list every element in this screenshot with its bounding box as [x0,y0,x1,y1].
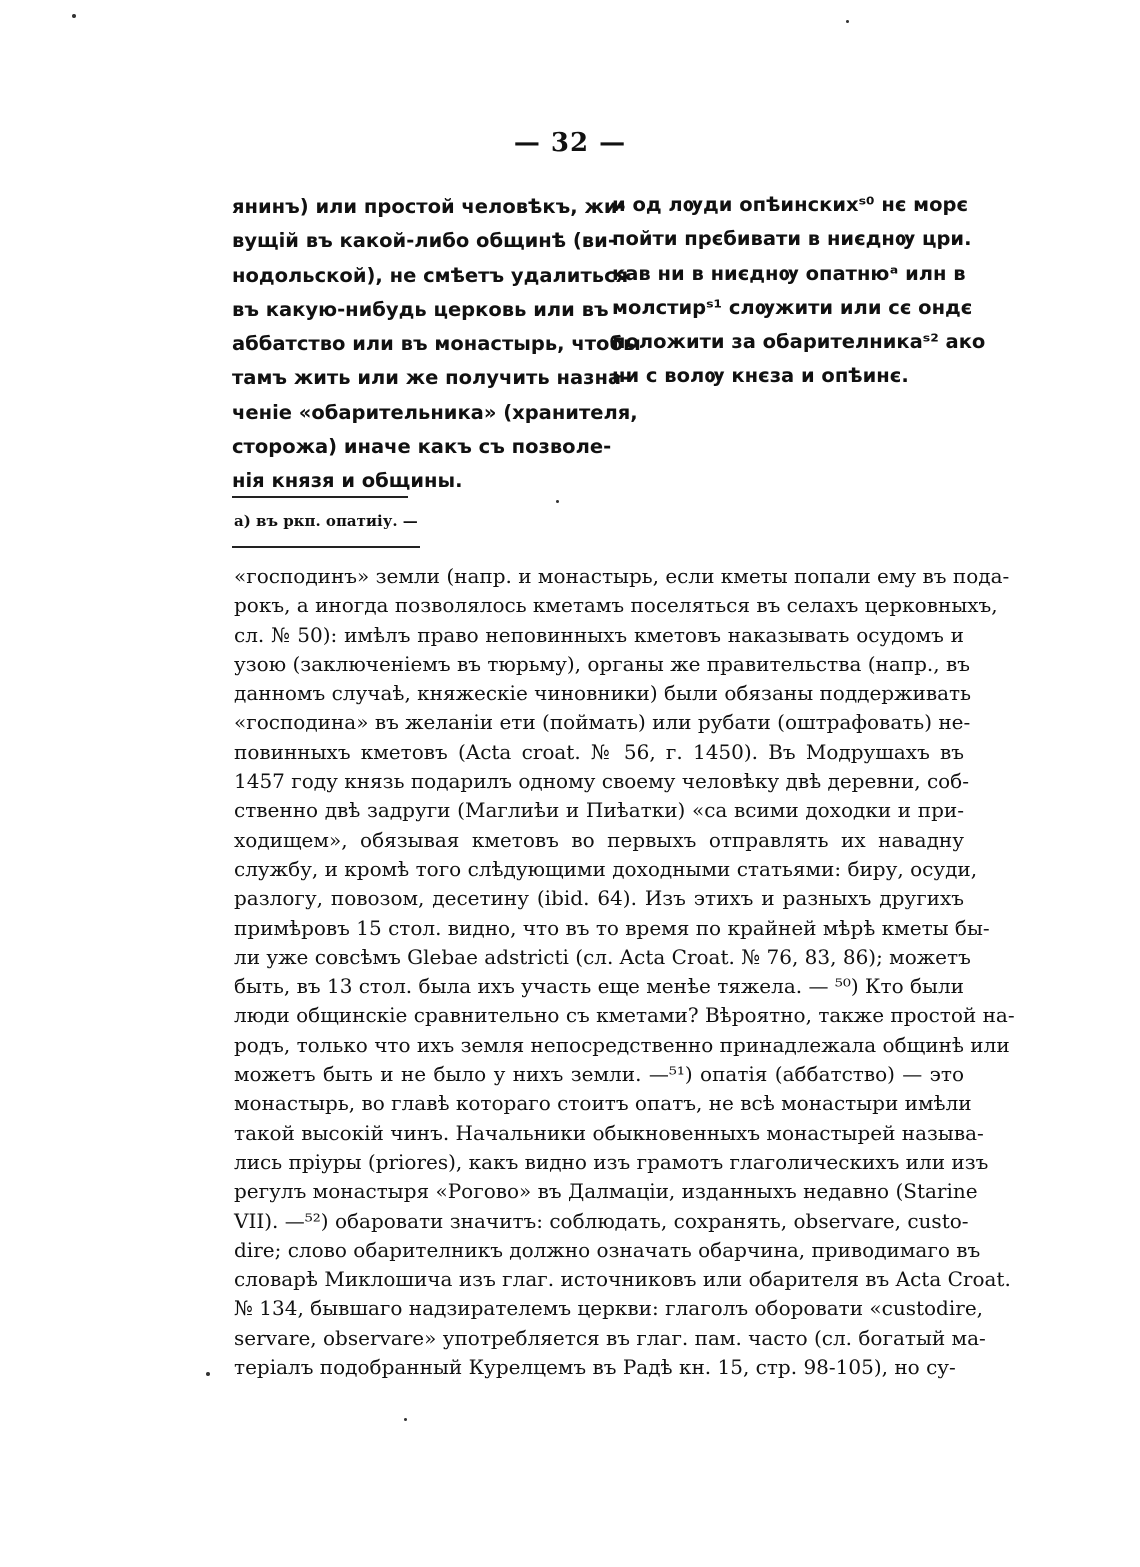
right-line: молстирˢ¹ слѹжити или сє ондє [612,295,973,319]
left-line: янинъ) или простой человѣкъ, жи- [232,195,626,218]
scan-speck [556,500,559,503]
footnote-line: родъ, только что ихъ земля непосредственно принадлежала общинѣ или [234,1032,1010,1057]
footnotes [234,562,1015,1382]
footnote-line: разлогу, повозом, десетину (ibid. 64). Изъ этихъ и разныхъ другихъ [234,886,964,911]
footnote-line: быть, въ 13 стол. была ихъ участь еще менѣе тяжела. — ⁵⁰) Кто были [234,974,964,999]
page-number: — 32 — [513,128,627,158]
footnote-line: VII). —⁵²) обаровати значитъ: соблюдать, сохранять, observare, custo- [234,1208,969,1233]
left-line: нія князя и общины. [232,469,463,493]
footnote-line: можетъ быть и не было у нихъ земли. —⁵¹) опатія (аббатство) — это [234,1062,964,1087]
footnote-line: повинныхъ кметовъ (Acta croat. № 56, г. 1450). Въ Модрушахъ въ [234,739,964,764]
footnote-line: сл. № 50): имѣлъ право неповинныхъ кметовъ наказывать осудомъ и [234,622,964,647]
left-line: вущій въ какой-либо общинѣ (ви- [232,229,616,253]
footnote-line: узою (заключеніемъ въ тюрьму), органы же правительства (напр., въ [234,651,970,676]
footnote-line: теріалъ подобранный Курелцемъ въ Радѣ кн. 15, стр. 98-105), но су- [234,1355,956,1380]
footnote-line: рокъ, а иногда позволялось кметамъ поселяться въ селахъ церковныхъ, [234,593,998,618]
footnote-line: словарѣ Миклошича изъ глаг. источниковъ или обарителя въ Acta Croat. [234,1267,1011,1292]
right-line: положити за обарителникаˢ² ако [612,330,986,354]
footnote-line: данномъ случаѣ, княжескіе чиновники) были обязаны поддерживать [234,681,971,706]
footnote-line: ли уже совсѣмъ Glebae adstricti (сл. Acta Croat. № 76, 83, 86); можетъ [234,944,971,969]
footnote-line: № 134, бывшаго надзирателемъ церкви: глаголъ оборовати «custodire, [234,1296,984,1321]
footnote-line: службу, и кромѣ того слѣдующими доходными статьями: биру, осуди, [234,856,978,881]
footnote-line: люди общинскіе сравнительно съ кметами? Вѣроятно, также простой на- [234,1003,1015,1028]
scan-speck [846,20,849,23]
footnote-divider [232,496,408,498]
footnote-line: «господина» въ желаніи ети (поймать) или рубати (оштрафовать) не- [234,710,971,735]
scan-speck [404,1418,407,1421]
footnote-line: лись пріуры (priores), какъ видно изъ грамотъ глаголическихъ или изъ [234,1149,989,1174]
footnote-line: 1457 году князь подарилъ одному своему человѣку двѣ деревни, соб- [234,769,969,794]
footnote-line: ходищем», обязывая кметовъ во первыхъ отправлять их навадну [234,827,964,852]
left-line: тамъ жить или же получить назна- [232,366,630,390]
footnote-line: ственно двѣ задруги (Маглиѣи и Пиѣатки) «са всими доходки и при- [234,798,964,823]
footnote-line: «господинъ» земли (напр. и монастырь, если кметы попали ему въ пода- [234,564,1010,588]
footnote-line: регулъ монастыря «Рогово» въ Далмаціи, изданныхъ недавно (Starine [234,1179,978,1204]
right-line: кав ни в ниєднѹ опатнюᵃ илн в [612,261,966,285]
footnote-line: примѣровъ 15 стол. видно, что въ то время по крайней мѣрѣ кметы бы- [234,915,990,940]
footnotes-divider [232,546,420,548]
left-line: ченіе «обарительника» (хранителя, [232,400,638,424]
footnote-line: такой высокій чинъ. Начальники обыкновенныхъ монастырей называ- [234,1120,984,1145]
left-line: въ какую-нибудь церковь или въ [232,297,609,321]
left-column [232,190,641,499]
left-line: сторожа) иначе какъ съ позволе- [232,435,612,459]
right-line: и од лѹди опѣинскихˢ⁰ нє морє [612,193,969,216]
footnote-line: dire; слово обарителникъ должно означать обарчина, приводимаго въ [234,1237,981,1262]
right-column [612,188,986,394]
footnote-line: монастырь, во главѣ котораго стоитъ опатъ, не всѣ монастыри имѣли [234,1091,972,1116]
scan-speck [72,14,76,18]
left-line: аббатство или въ монастырь, чтобы [232,332,641,356]
footnote-line: servare, observare» употребляется въ глаг. пам. часто (сл. богатый ма- [234,1325,986,1350]
scan-speck [206,1372,210,1376]
left-line: нодольской), не смѣетъ удалиться [232,263,629,287]
right-line: пойти прєбивати в ниєднѹ цри. [612,227,972,251]
footnote-a: а) въ ркп. опатиіу. — [234,512,418,530]
right-line: ни с волѹ кнєза и опѣинє. [612,364,909,388]
